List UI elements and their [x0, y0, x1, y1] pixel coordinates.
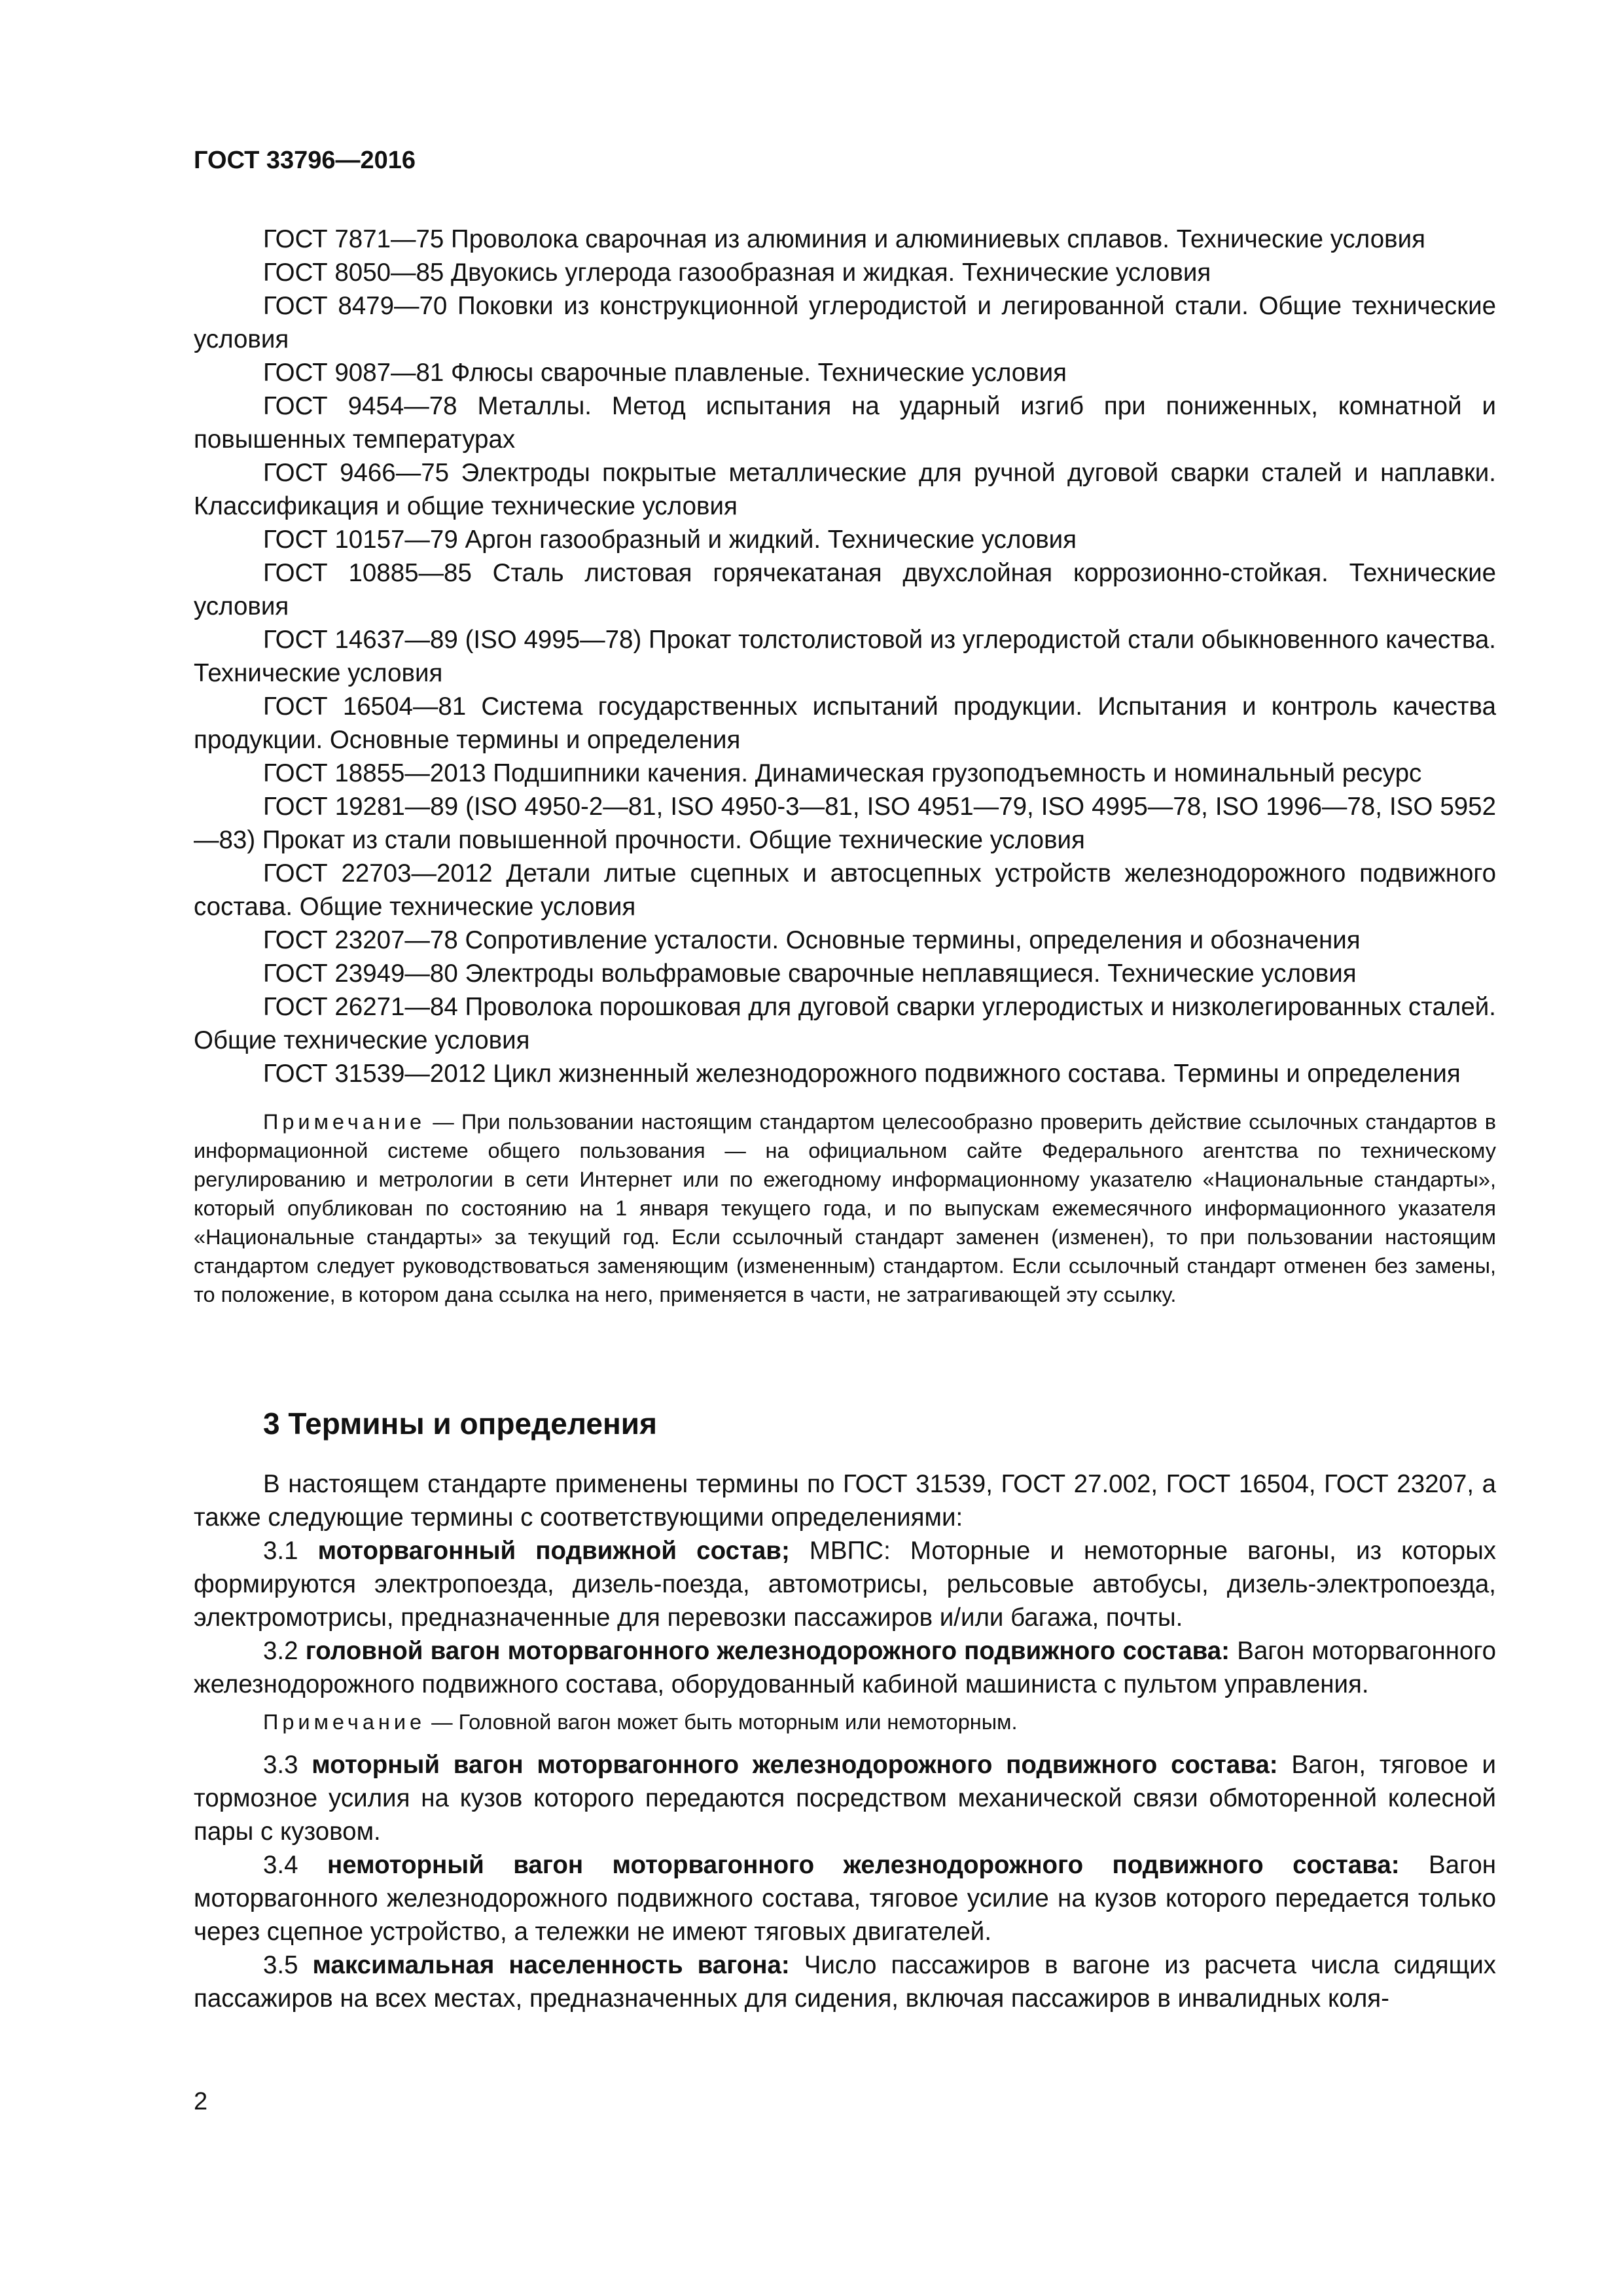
- terms-section: [194, 1467, 1496, 2015]
- normative-references-list: [194, 223, 1496, 1309]
- term-name: моторвагонный подвижной состав;: [317, 1537, 790, 1565]
- reference-item: ГОСТ 14637—89 (ISO 4995—78) Прокат толстолистовой из углеродистой стали обыкновенного качества. Технические условия: [194, 626, 1496, 687]
- reference-item: ГОСТ 26271—84 Проволока порошковая для дуговой сварки углеродистых и низколегированных сталей. Общие технические условия: [194, 993, 1496, 1054]
- reference-item: ГОСТ 8050—85 Двуокись углерода газообразная и жидкая. Технические условия: [263, 259, 1211, 287]
- term-text: Вагон, тяговое и тормозное усилия на кузов которого передаются посредством механической связи обмоторенной колесной пары с кузовом.: [194, 1751, 1497, 1846]
- term-definition: [194, 1848, 1496, 1948]
- reference-item: ГОСТ 16504—81 Система государственных испытаний продукции. Испытания и контроль качества продукции. Основные термины и определения: [194, 692, 1496, 754]
- reference-item: ГОСТ 10157—79 Аргон газообразный и жидкий. Технические условия: [263, 526, 1077, 554]
- note-text: — При пользовании настоящим стандартом целесообразно проверить действие ссылочных стандартов в информационной системе общего пользования — на официальном сайте Федерального агентства по техническому регулированию и метрологии в сети Интернет или по ежегодному информационному указателю «Национальные стандарты», который опубликован по состоянию на 1 января текущего года, и по выпускам ежемесячного информационного указателя «Национальные стандарты» за текущий год. Если ссылочный стандарт заменен (изменен), то при пользовании настоящим стандартом следует руководствоваться заменяющим (измененным) стандартом. Если ссылочный стандарт отменен без замены, то положение, в котором дана ссылка на него, применяется в части, не затрагивающей эту ссылку.: [194, 1110, 1496, 1306]
- term-number: 3.5: [263, 1951, 313, 1979]
- term-name: головной вагон моторвагонного железнодорожного подвижного состава:: [305, 1637, 1230, 1665]
- references-note: [194, 1107, 1496, 1309]
- term-note: [194, 1708, 1496, 1736]
- term-name: моторный вагон моторвагонного железнодорожного подвижного состава:: [312, 1751, 1278, 1779]
- term-definition: [194, 1748, 1496, 1848]
- note-text: — Головной вагон может быть моторным или немоторным.: [425, 1710, 1018, 1734]
- reference-item: ГОСТ 23949—80 Электроды вольфрамовые сварочные неплавящиеся. Технические условия: [263, 960, 1357, 988]
- term-number: 3.1: [263, 1537, 318, 1565]
- reference-item: ГОСТ 23207—78 Сопротивление усталости. Основные термины, определения и обозначения: [263, 926, 1361, 954]
- term-definition: [194, 1948, 1496, 2015]
- term-number: 3.3: [263, 1751, 312, 1779]
- term-name: максимальная населенность вагона:: [312, 1951, 790, 1979]
- reference-item: ГОСТ 7871—75 Проволока сварочная из алюминия и алюминиевых сплавов. Технические условия: [263, 225, 1425, 253]
- reference-item: ГОСТ 10885—85 Сталь листовая горячекатаная двухслойная коррозионно-стойкая. Технические условия: [194, 559, 1496, 620]
- section-intro: В настоящем стандарте применены термины по ГОСТ 31539, ГОСТ 27.002, ГОСТ 16504, ГОСТ 23207, а также следующие термины с соответствующими определениями:: [194, 1470, 1496, 1532]
- reference-item: ГОСТ 19281—89 (ISO 4950-2—81, ISO 4950-3—81, ISO 4951—79, ISO 4995—78, ISO 1996—78, ISO 5952—83) Прокат из стали повышенной прочности. Общие технические условия: [194, 793, 1496, 854]
- term-text: Число пассажиров в вагоне из расчета числа сидящих пассажиров на всех местах, предназначенных для сидения, включая пассажиров в инвалидных коля-: [194, 1951, 1497, 2013]
- term-definition: [194, 1634, 1496, 1701]
- reference-item: ГОСТ 9454—78 Металлы. Метод испытания на ударный изгиб при пониженных, комнатной и повышенных температурах: [194, 392, 1496, 454]
- note-label: Примечание: [263, 1710, 426, 1734]
- reference-item: ГОСТ 8479—70 Поковки из конструкционной углеродистой и легированной стали. Общие технические условия: [194, 292, 1496, 353]
- term-name: немоторный вагон моторвагонного железнодорожного подвижного состава:: [327, 1851, 1400, 1879]
- term-number: 3.2: [263, 1637, 306, 1665]
- term-text: Вагон моторвагонного железнодорожного подвижного состава, тяговое усилие на кузов которого передается только через сцепное устройство, а тележки не имеют тяговых двигателей.: [194, 1851, 1497, 1946]
- reference-item: ГОСТ 9087—81 Флюсы сварочные плавленые. Технические условия: [263, 359, 1067, 387]
- note-label: Примечание: [263, 1110, 426, 1134]
- reference-item: ГОСТ 9466—75 Электроды покрытые металлические для ручной дуговой сварки сталей и наплавки. Классификация и общие технические условия: [194, 459, 1496, 520]
- reference-item: ГОСТ 22703—2012 Детали литые сцепных и автосцепных устройств железнодорожного подвижного состава. Общие технические условия: [194, 859, 1496, 921]
- reference-item: ГОСТ 31539—2012 Цикл жизненный железнодорожного подвижного состава. Термины и определения: [263, 1060, 1461, 1088]
- page-number: 2: [194, 2088, 208, 2115]
- document-header: ГОСТ 33796—2016: [194, 147, 416, 174]
- term-text: Вагон моторвагонного железнодорожного подвижного состава, оборудованный кабиной машиниста с пультом управления.: [194, 1637, 1497, 1698]
- reference-item: ГОСТ 18855—2013 Подшипники качения. Динамическая грузоподъемность и номинальный ресурс: [263, 759, 1422, 787]
- term-text: МВПС: Моторные и немоторные вагоны, из которых формируются электропоезда, дизель-поезда, автомотрисы, рельсовые автобусы, дизель-электропоезда, электромотрисы, предназначенные для перевозки пассажиров и/или багажа, почты.: [194, 1537, 1496, 1632]
- term-definition: [194, 1534, 1496, 1634]
- term-number: 3.4: [263, 1851, 327, 1879]
- section-title: 3 Термины и определения: [263, 1407, 657, 1441]
